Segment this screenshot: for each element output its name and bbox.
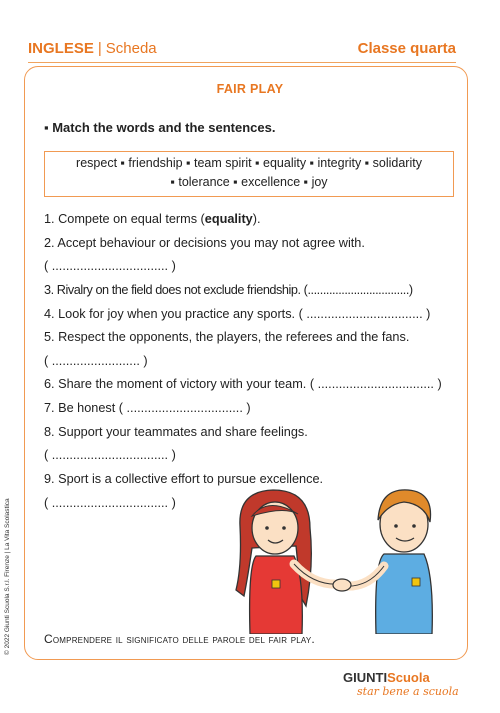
logo-brand-a: GIUNTI	[343, 670, 388, 685]
exercise-5-blank[interactable]: ( ......................... )	[44, 354, 148, 368]
instruction: ▪ Match the words and the sentences.	[44, 120, 276, 135]
footer-note	[44, 632, 315, 646]
exercise-1-answer: equality	[204, 212, 253, 226]
exercise-1-text: 1. Compete on equal terms (	[44, 212, 205, 226]
exercise-8-blank[interactable]: ( ................................. )	[44, 448, 176, 462]
exercise-3[interactable]: 3. Rivalry on the field does not exclude friendship. (.................................)	[44, 283, 413, 297]
word-bank-line-1: respect ▪ friendship ▪ team spirit ▪ equality ▪ integrity ▪ solidarity	[76, 156, 422, 170]
word-bank	[44, 151, 454, 197]
exercise-1-suffix: ).	[252, 212, 261, 226]
exercise-9: 9. Sport is a collective effort to pursue excellence.	[44, 472, 324, 486]
exercise-1	[44, 212, 261, 226]
copyright-notice: © 2022 Giunti Scuola S.r.l. Firenze | La Vita Scolastica	[4, 498, 11, 655]
logo-brand	[343, 670, 463, 685]
header-rule	[28, 62, 456, 63]
logo-tagline: star bene a scuola	[357, 685, 459, 698]
worksheet-title: FAIR PLAY	[216, 82, 284, 96]
exercise-2: 2. Accept behaviour or decisions you may not agree with.	[44, 236, 365, 250]
exercise-7[interactable]: 7. Be honest ( ................................. )	[44, 401, 251, 415]
giunti-scuola-logo	[343, 670, 463, 710]
footer-note-text: Comprendere il significato delle parole del fair play.	[44, 632, 315, 646]
word-bank-line-2: ▪ tolerance ▪ excellence ▪ joy	[170, 175, 328, 189]
logo-brand-b: Scuola	[387, 670, 430, 685]
subject-label: INGLESE	[28, 40, 94, 57]
handshake-illustration	[228, 486, 448, 634]
exercise-5: 5. Respect the opponents, the players, the referees and the fans.	[44, 330, 410, 344]
exercise-6[interactable]: 6. Share the moment of victory with your team. ( ................................. )	[44, 377, 442, 391]
exercise-9-blank[interactable]: ( ................................. )	[44, 496, 176, 510]
grade-label: Classe quarta	[357, 40, 456, 57]
sheet-type-label: Scheda	[105, 40, 157, 57]
header-separator: |	[97, 40, 102, 57]
exercise-4[interactable]: 4. Look for joy when you practice any sports. ( ................................. )	[44, 307, 431, 321]
subject-header	[28, 40, 157, 57]
exercise-8: 8. Support your teammates and share feelings.	[44, 425, 308, 439]
exercise-2-blank[interactable]: ( ................................. )	[44, 259, 176, 273]
